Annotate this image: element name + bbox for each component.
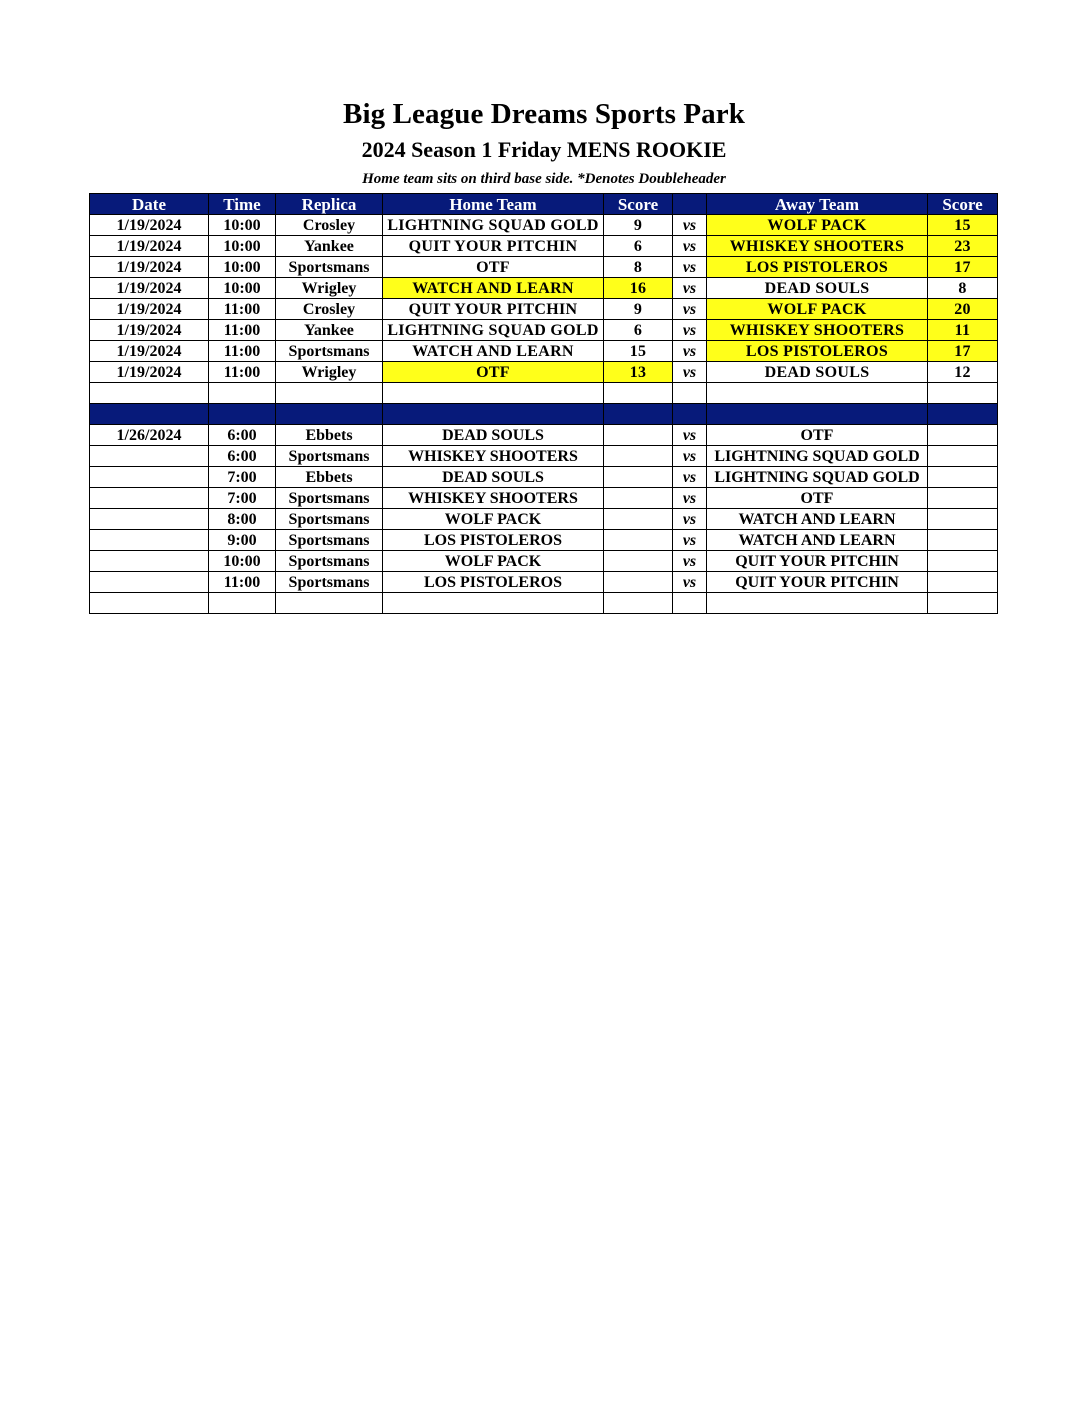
home-team: LOS PISTOLEROS (383, 530, 604, 551)
game-replica: Sportsmans (276, 530, 383, 551)
empty-cell (604, 593, 673, 614)
away-team: QUIT YOUR PITCHIN (707, 551, 928, 572)
home-team: WHISKEY SHOOTERS (383, 446, 604, 467)
col-header-away-score: Score (928, 194, 998, 215)
game-time: 11:00 (209, 362, 276, 383)
game-date: 1/19/2024 (90, 215, 209, 236)
game-replica: Ebbets (276, 425, 383, 446)
home-score (604, 446, 673, 467)
schedule-body (90, 215, 998, 614)
vs-label: vs (673, 488, 707, 509)
result-row (90, 299, 998, 320)
away-score: 15 (928, 215, 998, 236)
separator-cell (673, 404, 707, 425)
home-team: QUIT YOUR PITCHIN (383, 299, 604, 320)
vs-label: vs (673, 257, 707, 278)
empty-cell (383, 383, 604, 404)
game-time: 10:00 (209, 215, 276, 236)
home-score (604, 530, 673, 551)
game-time: 10:00 (209, 551, 276, 572)
home-score: 15 (604, 341, 673, 362)
empty-cell (276, 383, 383, 404)
vs-label: vs (673, 362, 707, 383)
game-time: 6:00 (209, 425, 276, 446)
home-score (604, 551, 673, 572)
upcoming-row (90, 530, 998, 551)
away-team: OTF (707, 488, 928, 509)
home-score: 9 (604, 299, 673, 320)
away-team: OTF (707, 425, 928, 446)
away-score: 17 (928, 341, 998, 362)
game-date (90, 467, 209, 488)
away-score (928, 425, 998, 446)
game-date (90, 488, 209, 509)
result-row (90, 320, 998, 341)
vs-label: vs (673, 551, 707, 572)
game-replica: Sportsmans (276, 341, 383, 362)
empty-cell (383, 593, 604, 614)
empty-cell (673, 383, 707, 404)
game-date: 1/19/2024 (90, 341, 209, 362)
upcoming-row (90, 446, 998, 467)
home-team: OTF (383, 362, 604, 383)
separator-cell (276, 404, 383, 425)
home-score: 6 (604, 236, 673, 257)
separator-cell (90, 404, 209, 425)
away-score (928, 488, 998, 509)
away-team: DEAD SOULS (707, 278, 928, 299)
home-score: 13 (604, 362, 673, 383)
col-header-time: Time (209, 194, 276, 215)
separator-cell (383, 404, 604, 425)
header-row (90, 194, 998, 215)
col-header-date: Date (90, 194, 209, 215)
away-team: QUIT YOUR PITCHIN (707, 572, 928, 593)
away-score: 8 (928, 278, 998, 299)
empty-cell (90, 383, 209, 404)
home-score (604, 572, 673, 593)
empty-cell (673, 593, 707, 614)
home-team: QUIT YOUR PITCHIN (383, 236, 604, 257)
home-team: OTF (383, 257, 604, 278)
game-replica: Crosley (276, 299, 383, 320)
page-title: Big League Dreams Sports Park (343, 98, 745, 130)
game-time: 9:00 (209, 530, 276, 551)
away-score (928, 572, 998, 593)
result-row (90, 236, 998, 257)
game-replica: Wrigley (276, 278, 383, 299)
game-time: 10:00 (209, 257, 276, 278)
empty-row (90, 383, 998, 404)
away-team: WOLF PACK (707, 299, 928, 320)
home-score: 16 (604, 278, 673, 299)
week-separator (90, 404, 998, 425)
result-row (90, 278, 998, 299)
game-replica: Sportsmans (276, 572, 383, 593)
away-score (928, 509, 998, 530)
game-time: 10:00 (209, 278, 276, 299)
game-time: 11:00 (209, 299, 276, 320)
home-score (604, 509, 673, 530)
game-time: 8:00 (209, 509, 276, 530)
game-time: 7:00 (209, 467, 276, 488)
upcoming-row (90, 572, 998, 593)
col-header-away-team: Away Team (707, 194, 928, 215)
vs-label: vs (673, 215, 707, 236)
empty-cell (928, 383, 998, 404)
vs-label: vs (673, 446, 707, 467)
game-date: 1/19/2024 (90, 236, 209, 257)
vs-label: vs (673, 572, 707, 593)
vs-label: vs (673, 299, 707, 320)
schedule-table (89, 193, 998, 614)
result-row (90, 362, 998, 383)
home-team: WOLF PACK (383, 509, 604, 530)
game-date (90, 551, 209, 572)
away-score (928, 446, 998, 467)
home-team: LIGHTNING SQUAD GOLD (383, 320, 604, 341)
home-score: 6 (604, 320, 673, 341)
separator-cell (209, 404, 276, 425)
game-date (90, 530, 209, 551)
vs-label: vs (673, 278, 707, 299)
game-date: 1/26/2024 (90, 425, 209, 446)
game-replica: Sportsmans (276, 551, 383, 572)
vs-label: vs (673, 341, 707, 362)
away-score (928, 551, 998, 572)
home-team: WATCH AND LEARN (383, 341, 604, 362)
separator-cell (707, 404, 928, 425)
away-team: WATCH AND LEARN (707, 530, 928, 551)
game-replica: Sportsmans (276, 488, 383, 509)
empty-cell (90, 593, 209, 614)
home-team: LOS PISTOLEROS (383, 572, 604, 593)
vs-label: vs (673, 320, 707, 341)
game-replica: Yankee (276, 236, 383, 257)
away-score: 11 (928, 320, 998, 341)
empty-cell (604, 383, 673, 404)
vs-label: vs (673, 509, 707, 530)
empty-row (90, 593, 998, 614)
game-replica: Ebbets (276, 467, 383, 488)
game-date (90, 572, 209, 593)
game-replica: Sportsmans (276, 257, 383, 278)
upcoming-row (90, 509, 998, 530)
away-team: LIGHTNING SQUAD GOLD (707, 467, 928, 488)
game-replica: Yankee (276, 320, 383, 341)
upcoming-row (90, 467, 998, 488)
result-row (90, 341, 998, 362)
col-header-vs (673, 194, 707, 215)
upcoming-row (90, 551, 998, 572)
away-score: 23 (928, 236, 998, 257)
away-score (928, 530, 998, 551)
vs-label: vs (673, 530, 707, 551)
away-score (928, 467, 998, 488)
away-score: 17 (928, 257, 998, 278)
game-date: 1/19/2024 (90, 299, 209, 320)
game-date (90, 509, 209, 530)
empty-cell (209, 593, 276, 614)
home-team: WATCH AND LEARN (383, 278, 604, 299)
result-row (90, 257, 998, 278)
game-date: 1/19/2024 (90, 257, 209, 278)
away-team: WOLF PACK (707, 215, 928, 236)
vs-label: vs (673, 467, 707, 488)
game-date: 1/19/2024 (90, 320, 209, 341)
away-team: WHISKEY SHOOTERS (707, 320, 928, 341)
game-replica: Crosley (276, 215, 383, 236)
empty-cell (276, 593, 383, 614)
page-subtitle: 2024 Season 1 Friday MENS ROOKIE (361, 137, 727, 162)
game-time: 11:00 (209, 572, 276, 593)
game-date: 1/19/2024 (90, 362, 209, 383)
vs-label: vs (673, 236, 707, 257)
home-team: DEAD SOULS (383, 425, 604, 446)
game-date (90, 446, 209, 467)
empty-cell (707, 383, 928, 404)
game-time: 10:00 (209, 236, 276, 257)
away-score: 20 (928, 299, 998, 320)
home-score (604, 425, 673, 446)
game-time: 7:00 (209, 488, 276, 509)
home-score: 8 (604, 257, 673, 278)
home-team: DEAD SOULS (383, 467, 604, 488)
separator-cell (928, 404, 998, 425)
away-team: LIGHTNING SQUAD GOLD (707, 446, 928, 467)
home-team: LIGHTNING SQUAD GOLD (383, 215, 604, 236)
home-team: WOLF PACK (383, 551, 604, 572)
away-team: LOS PISTOLEROS (707, 257, 928, 278)
schedule-note: Home team sits on third base side. *Denotes Doubleheader (362, 171, 726, 187)
away-team: DEAD SOULS (707, 362, 928, 383)
empty-cell (707, 593, 928, 614)
separator-cell (604, 404, 673, 425)
home-score: 9 (604, 215, 673, 236)
game-date: 1/19/2024 (90, 278, 209, 299)
empty-cell (928, 593, 998, 614)
upcoming-row (90, 425, 998, 446)
game-time: 11:00 (209, 341, 276, 362)
game-time: 6:00 (209, 446, 276, 467)
col-header-home-score: Score (604, 194, 673, 215)
away-team: WATCH AND LEARN (707, 509, 928, 530)
game-replica: Sportsmans (276, 509, 383, 530)
empty-cell (209, 383, 276, 404)
home-score (604, 488, 673, 509)
home-team: WHISKEY SHOOTERS (383, 488, 604, 509)
away-team: WHISKEY SHOOTERS (707, 236, 928, 257)
away-score: 12 (928, 362, 998, 383)
upcoming-row (90, 488, 998, 509)
game-replica: Sportsmans (276, 446, 383, 467)
col-header-home-team: Home Team (383, 194, 604, 215)
game-replica: Wrigley (276, 362, 383, 383)
game-time: 11:00 (209, 320, 276, 341)
away-team: LOS PISTOLEROS (707, 341, 928, 362)
vs-label: vs (673, 425, 707, 446)
col-header-replica: Replica (276, 194, 383, 215)
home-score (604, 467, 673, 488)
result-row (90, 215, 998, 236)
